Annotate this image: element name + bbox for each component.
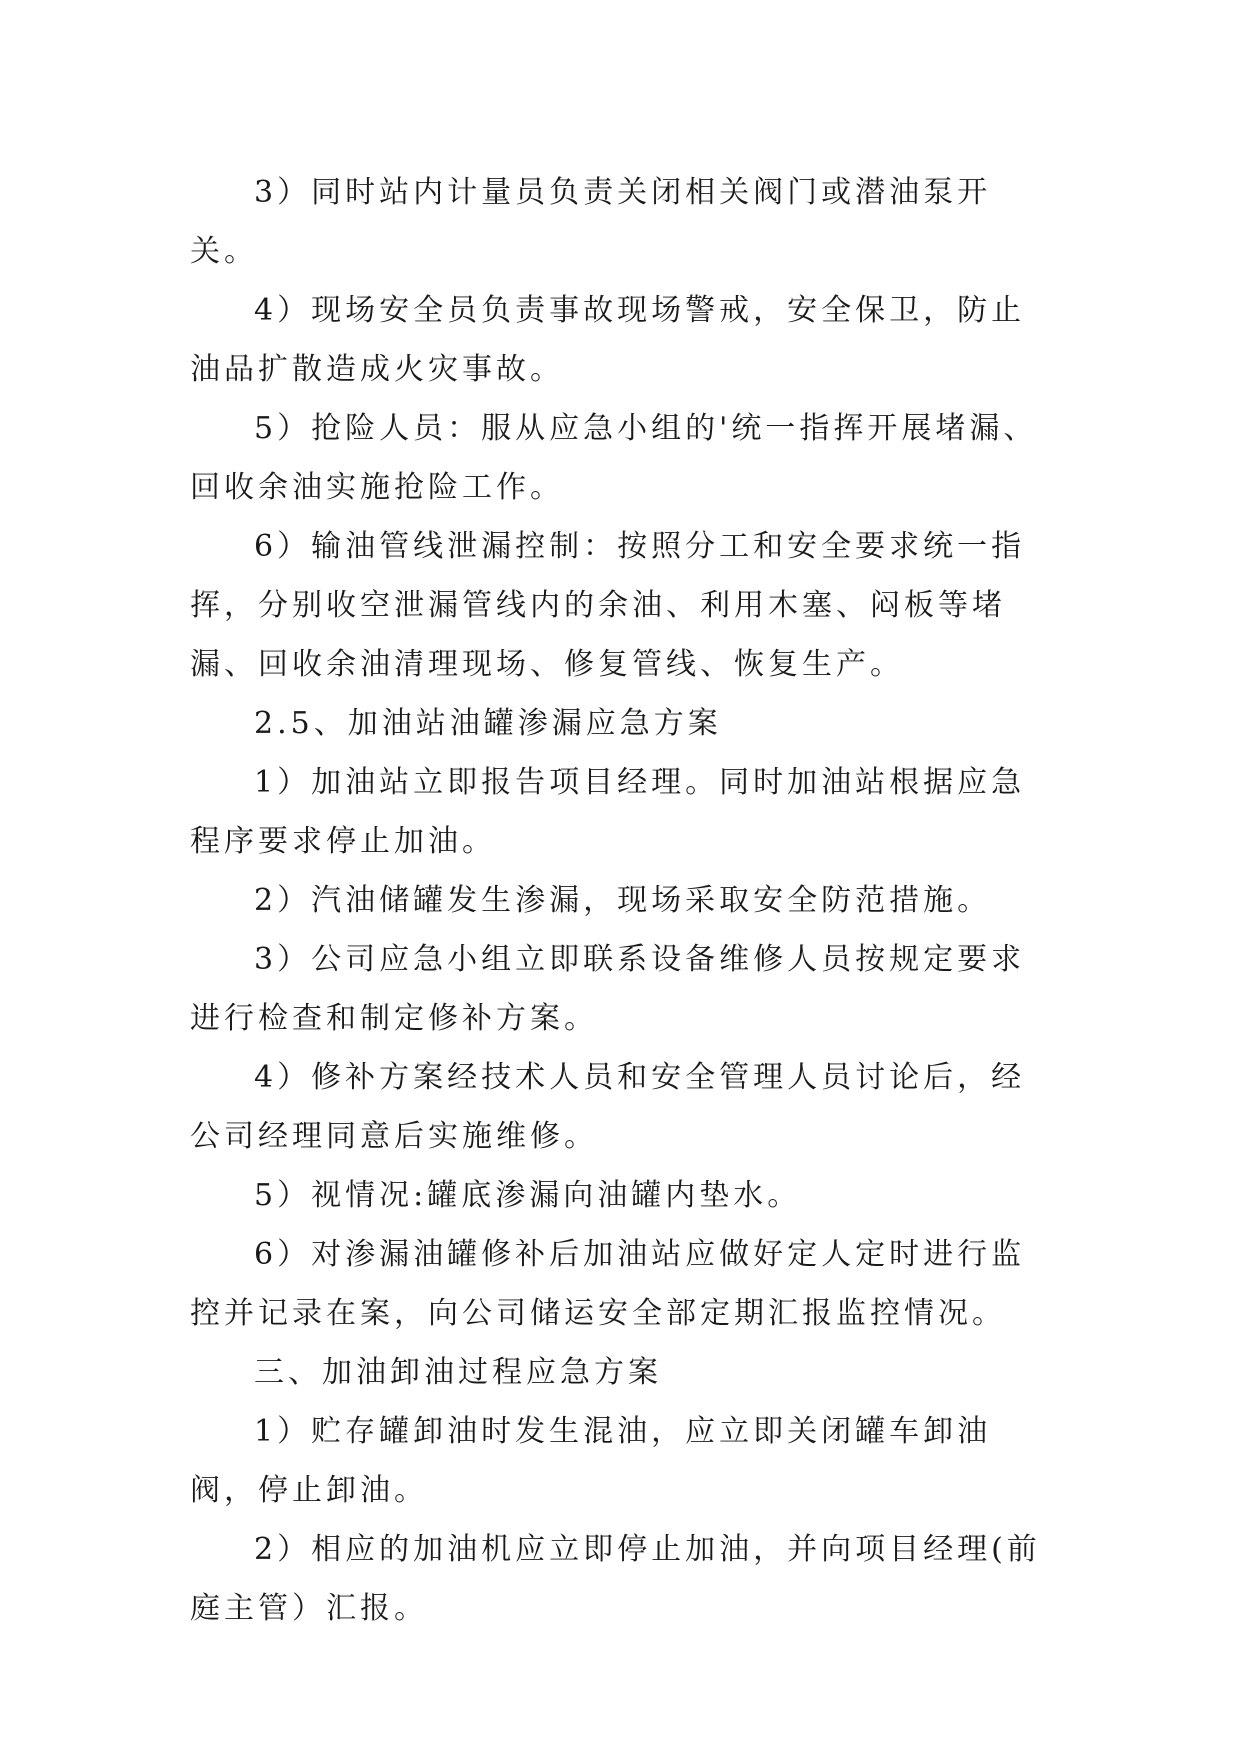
document-body bbox=[190, 163, 1050, 1638]
paragraph: 2）汽油储罐发生渗漏，现场采取安全防范措施。 bbox=[254, 883, 992, 918]
paragraph: 4）现场安全员负责事故现场警戒，安全保卫，防止油品扩散造成火灾事故。 bbox=[190, 293, 1026, 387]
paragraph: 3）同时站内计量员负责关闭相关阀门或潜油泵开关。 bbox=[190, 175, 992, 269]
section-heading: 2.5、加油站油罐渗漏应急方案 bbox=[254, 706, 722, 741]
paragraph: 6）对渗漏油罐修补后加油站应做好定人定时进行监控并记录在案，向公司储运安全部定期汇报监控情况。 bbox=[190, 1237, 1026, 1331]
paragraph: 6）输油管线泄漏控制：按照分工和安全要求统一指挥，分别收空泄漏管线内的余油、利用木塞、闷板等堵漏、回收余油清理现场、修复管线、恢复生产。 bbox=[190, 529, 1026, 682]
paragraph: 2）相应的加油机应立即停止加油，并向项目经理(前庭主管）汇报。 bbox=[190, 1532, 1041, 1626]
paragraph: 5）抢险人员：服从应急小组的'统一指挥开展堵漏、回收余油实施抢险工作。 bbox=[190, 411, 1038, 505]
paragraph: 1）贮存罐卸油时发生混油，应立即关闭罐车卸油阀，停止卸油。 bbox=[190, 1414, 992, 1508]
section-heading: 三、加油卸油过程应急方案 bbox=[254, 1355, 662, 1390]
paragraph: 1）加油站立即报告项目经理。同时加油站根据应急程序要求停止加油。 bbox=[190, 765, 1026, 859]
paragraph: 4）修补方案经技术人员和安全管理人员讨论后，经公司经理同意后实施维修。 bbox=[190, 1060, 1026, 1154]
paragraph: 5）视情况:罐底渗漏向油罐内垫水。 bbox=[254, 1178, 802, 1213]
paragraph: 3）公司应急小组立即联系设备维修人员按规定要求进行检查和制定修补方案。 bbox=[190, 942, 1026, 1036]
